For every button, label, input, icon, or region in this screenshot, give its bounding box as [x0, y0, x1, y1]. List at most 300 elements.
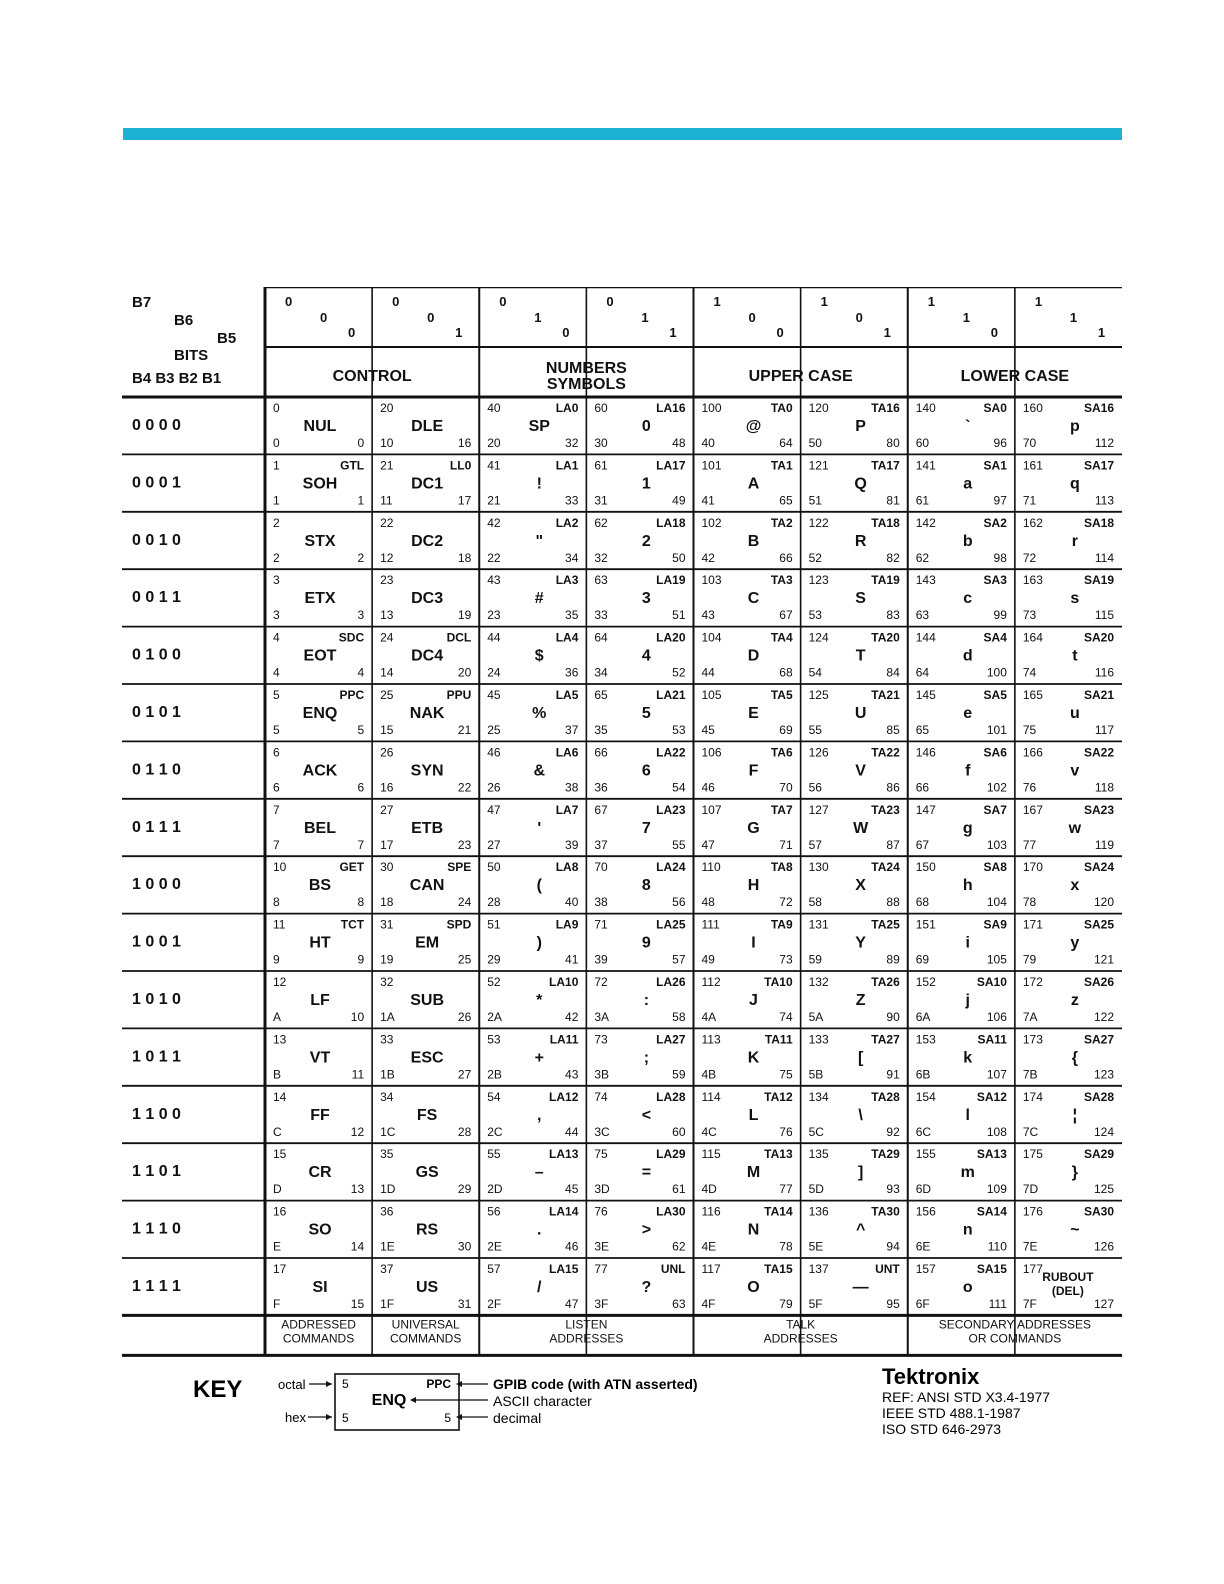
- cell-ascii-char: EOT: [303, 647, 337, 665]
- cell-hex: 20: [487, 436, 501, 450]
- cell-hex: 22: [487, 550, 501, 565]
- cell-decimal: 64: [779, 436, 793, 450]
- cell-octal: 77: [594, 1262, 608, 1276]
- cell-decimal: 31: [457, 1297, 472, 1311]
- cell-octal: 165: [1022, 688, 1043, 702]
- cell-octal: 140: [915, 401, 936, 415]
- accent-bar: [123, 128, 1122, 140]
- cell-ascii-char: w: [1068, 819, 1082, 837]
- cell-octal: 75: [594, 1147, 608, 1162]
- cell-hex: 77: [1022, 837, 1037, 852]
- cell-octal: 163: [1022, 573, 1043, 588]
- cell-gpib-code: UNT: [875, 1262, 900, 1276]
- cell-gpib-code: SA28: [1083, 1089, 1114, 1104]
- cell-ascii-char: CAN: [409, 877, 445, 895]
- cell-ascii-char: I: [751, 934, 756, 952]
- bits-label-b4-b1: B4 B3 B2 B1: [132, 370, 222, 387]
- cell-hex: 7E: [1022, 1239, 1038, 1254]
- cell-hex: 7: [273, 837, 280, 852]
- cell-hex: 0: [273, 436, 280, 450]
- cell-hex: 6A: [915, 1010, 931, 1024]
- cell-decimal: 74: [779, 1010, 793, 1024]
- cell-decimal: 110: [987, 1239, 1007, 1254]
- cell-decimal: 1: [357, 493, 365, 508]
- cell-hex: 45: [701, 723, 715, 737]
- cell-octal: 164: [1022, 630, 1043, 645]
- cell-hex: 4B: [701, 1067, 717, 1082]
- cell-gpib-code: SDC: [338, 630, 365, 645]
- cell-decimal: 95: [886, 1297, 900, 1311]
- cell-gpib-code: SA24: [1083, 860, 1114, 875]
- cell-hex: 21: [487, 493, 501, 508]
- cell-hex: 26: [487, 780, 501, 795]
- cell-decimal: 29: [457, 1182, 472, 1197]
- cell-hex: 6: [273, 780, 280, 795]
- cell-gpib-code: TA29: [871, 1147, 900, 1162]
- cell-octal: 105: [701, 688, 722, 702]
- cell-decimal: 15: [350, 1297, 365, 1311]
- cell-octal: 152: [915, 975, 936, 989]
- cell-ascii-char: A: [747, 475, 760, 493]
- row-bit-pattern: 1 1 0 0: [132, 1105, 181, 1123]
- cell-gpib-code: TA17: [871, 458, 900, 473]
- cell-decimal: 38: [565, 780, 579, 795]
- cell-octal: 156: [915, 1204, 936, 1219]
- key-sample-octal: 5: [342, 1377, 349, 1391]
- cell-gpib-code: SPD: [446, 917, 472, 932]
- cell-ascii-char: L: [748, 1106, 759, 1124]
- cell-hex: 3: [273, 608, 280, 623]
- row-bit-pattern: 0 1 1 1: [132, 818, 181, 836]
- cell-ascii-char: g: [962, 819, 973, 837]
- cell-gpib-code: LA26: [656, 975, 686, 989]
- cell-octal: 12: [273, 975, 287, 989]
- cell-octal: 0: [273, 401, 280, 415]
- cell-ascii-char: ': [537, 819, 542, 837]
- cell-octal: 42: [487, 515, 501, 530]
- cell-decimal: 89: [886, 952, 900, 967]
- cell-gpib-code: LA5: [555, 688, 579, 702]
- cell-hex: 1E: [380, 1239, 395, 1254]
- cell-hex: 38: [594, 895, 608, 910]
- cell-gpib-code: SA22: [1083, 745, 1114, 760]
- cell-ascii-char: d: [962, 647, 973, 665]
- cell-octal: 170: [1022, 860, 1043, 875]
- cell-octal: 14: [273, 1089, 287, 1104]
- cell-gpib-code: SA4: [983, 630, 1007, 645]
- key-legend: [0, 1360, 1224, 1460]
- cell-decimal: 5: [357, 723, 365, 737]
- cell-hex: 15: [380, 723, 394, 737]
- cell-hex: 52: [808, 550, 822, 565]
- cell-decimal: 117: [1094, 723, 1114, 737]
- column-bit-b5: 1: [669, 325, 677, 340]
- cell-ascii-char: J: [749, 992, 758, 1009]
- cell-hex: 2D: [487, 1182, 503, 1197]
- cell-ascii-char: VT: [309, 1049, 331, 1067]
- cell-octal: 176: [1022, 1204, 1043, 1219]
- cell-hex: 25: [487, 723, 501, 737]
- cell-hex: 3F: [594, 1297, 609, 1311]
- key-hex-label: hex: [285, 1410, 306, 1425]
- cell-gpib-code: SA10: [976, 975, 1007, 989]
- cell-ascii-char: 6: [641, 762, 651, 780]
- group-heading: NUMBERS SYMBOLS: [545, 360, 627, 393]
- cell-gpib-code: SA26: [1083, 975, 1114, 989]
- cell-hex: 29: [487, 952, 501, 967]
- cell-ascii-char: R: [854, 532, 867, 550]
- cell-octal: 126: [808, 745, 829, 760]
- cell-ascii-char: ETB: [411, 819, 444, 837]
- cell-hex: 51: [808, 493, 822, 508]
- cell-ascii-char: STX: [304, 532, 336, 550]
- cell-octal: 143: [915, 573, 936, 588]
- cell-octal: 20: [380, 401, 394, 415]
- cell-ascii-char: &: [533, 762, 546, 780]
- cell-ascii-char: s: [1070, 590, 1080, 608]
- cell-octal: 11: [273, 917, 286, 932]
- cell-hex: 6D: [915, 1182, 932, 1197]
- bits-label-b7: B7: [132, 294, 152, 311]
- cell-octal: 133: [808, 1032, 829, 1047]
- cell-ascii-char: [: [857, 1049, 864, 1067]
- cell-hex: 5A: [808, 1010, 824, 1024]
- column-footer-label: UNIVERSAL COMMANDS: [390, 1317, 462, 1346]
- column-bit-b7: 1: [1034, 294, 1043, 309]
- cell-ascii-char: F: [748, 762, 759, 780]
- cell-hex: 6F: [915, 1297, 930, 1311]
- cell-decimal: 37: [565, 723, 579, 737]
- cell-octal: 115: [701, 1147, 721, 1162]
- cell-octal: 117: [701, 1262, 721, 1276]
- cell-octal: 122: [808, 515, 829, 530]
- octal-arrow-head: [326, 1381, 332, 1387]
- cell-octal: 41: [487, 458, 501, 473]
- cell-gpib-code: SA7: [983, 802, 1007, 817]
- cell-gpib-code: SA12: [976, 1089, 1007, 1104]
- cell-octal: 6: [273, 745, 280, 760]
- cell-gpib-code: SA5: [983, 688, 1007, 702]
- cell-octal: 33: [380, 1032, 394, 1047]
- cell-decimal: 93: [886, 1182, 900, 1197]
- cell-octal: 13: [273, 1032, 287, 1047]
- cell-hex: 5E: [808, 1239, 824, 1254]
- cell-hex: 63: [915, 608, 930, 623]
- cell-hex: 14: [380, 665, 394, 680]
- cell-gpib-code: TA6: [770, 745, 793, 760]
- cell-gpib-code: LA27: [656, 1032, 686, 1047]
- cell-decimal: 44: [565, 1124, 579, 1139]
- cell-decimal: 10: [350, 1010, 365, 1024]
- row-bit-pattern: 1 1 1 0: [132, 1220, 181, 1238]
- cell-ascii-char: =: [641, 1164, 652, 1182]
- cell-hex: 7D: [1022, 1182, 1039, 1197]
- cell-octal: 15: [273, 1147, 287, 1162]
- cell-octal: 73: [594, 1032, 608, 1047]
- cell-decimal: 0: [357, 436, 365, 450]
- cell-gpib-code: SA21: [1083, 688, 1114, 702]
- cell-decimal: 126: [1093, 1239, 1114, 1254]
- cell-decimal: 86: [886, 780, 900, 795]
- cell-decimal: 107: [986, 1067, 1007, 1082]
- cell-gpib-code: TA20: [871, 630, 900, 645]
- cell-hex: 70: [1022, 436, 1037, 450]
- cell-ascii-char: 1: [641, 475, 651, 493]
- cell-hex: 69: [915, 952, 930, 967]
- column-bit-b5: 0: [776, 325, 784, 340]
- cell-hex: 66: [915, 780, 930, 795]
- cell-gpib-code: TA4: [770, 630, 793, 645]
- cell-gpib-code: TA23: [871, 802, 900, 817]
- cell-octal: 171: [1022, 917, 1043, 932]
- cell-ascii-char: 3: [641, 590, 651, 608]
- cell-octal: 36: [380, 1204, 394, 1219]
- cell-gpib-code: TA5: [770, 688, 793, 702]
- key-sample-gpib: PPC: [426, 1377, 451, 1391]
- cell-decimal: 112: [1094, 436, 1114, 450]
- cell-hex: 46: [701, 780, 715, 795]
- cell-gpib-code: TA22: [871, 745, 900, 760]
- cell-hex: B: [273, 1067, 282, 1082]
- cell-ascii-char: $: [534, 647, 544, 665]
- cell-octal: 22: [380, 515, 394, 530]
- cell-octal: 103: [701, 573, 722, 588]
- cell-gpib-code: TA30: [871, 1204, 900, 1219]
- cell-decimal: 16: [457, 436, 472, 450]
- cell-hex: 57: [808, 837, 822, 852]
- cell-ascii-char: r: [1071, 532, 1078, 550]
- cell-hex: E: [273, 1239, 282, 1254]
- cell-gpib-code: TA2: [770, 515, 793, 530]
- cell-octal: 23: [380, 573, 394, 588]
- cell-octal: 114: [701, 1089, 721, 1104]
- cell-decimal: 2: [357, 550, 365, 565]
- cell-hex: 1A: [380, 1010, 395, 1024]
- cell-hex: 3E: [594, 1239, 610, 1254]
- cell-decimal: 43: [565, 1067, 579, 1082]
- cell-hex: 18: [380, 895, 394, 910]
- cell-octal: 62: [594, 515, 608, 530]
- cell-octal: 67: [594, 802, 608, 817]
- cell-decimal: 23: [457, 837, 472, 852]
- cell-ascii-char: t: [1072, 647, 1078, 665]
- cell-gpib-code: LA29: [656, 1147, 686, 1162]
- cell-octal: 52: [487, 975, 501, 989]
- cell-hex: 4A: [701, 1010, 717, 1024]
- cell-decimal: 45: [565, 1182, 579, 1197]
- cell-ascii-char: ": [535, 532, 544, 550]
- cell-octal: 135: [808, 1147, 829, 1162]
- cell-decimal: 21: [457, 723, 472, 737]
- cell-octal: 10: [273, 860, 287, 875]
- cell-hex: 42: [701, 550, 715, 565]
- cell-gpib-code: TCT: [340, 917, 365, 932]
- cell-decimal: 100: [986, 665, 1007, 680]
- row-bit-pattern: 0 0 0 0: [132, 417, 181, 434]
- cell-hex: 7F: [1022, 1297, 1037, 1311]
- cell-decimal: 66: [779, 550, 793, 565]
- row-bit-pattern: 1 0 0 0: [132, 876, 181, 894]
- column-bit-b7: 0: [499, 294, 507, 309]
- cell-hex: 4: [273, 665, 280, 680]
- cell-ascii-char: v: [1070, 762, 1080, 780]
- cell-gpib-code: TA0: [770, 401, 793, 415]
- cell-ascii-char: SI: [312, 1279, 328, 1296]
- cell-ascii-char: m: [960, 1164, 975, 1182]
- cell-hex: 4F: [701, 1297, 716, 1311]
- cell-gpib-code: TA10: [764, 975, 793, 989]
- cell-ascii-char: ~: [1070, 1221, 1080, 1239]
- cell-gpib-code: TA11: [764, 1032, 793, 1047]
- cell-ascii-char: GS: [415, 1164, 439, 1182]
- cell-hex: D: [273, 1182, 282, 1197]
- column-bit-b5: 1: [455, 325, 463, 340]
- cell-decimal: 9: [357, 952, 365, 967]
- cell-octal: 45: [487, 688, 501, 702]
- cell-hex: 43: [701, 608, 715, 623]
- cell-hex: 64: [915, 665, 930, 680]
- cell-gpib-code: SA18: [1083, 515, 1114, 530]
- cell-gpib-code: TA24: [871, 860, 900, 875]
- cell-octal: 131: [808, 917, 829, 932]
- cell-octal: 53: [487, 1032, 501, 1047]
- hex-arrow-head: [326, 1414, 332, 1420]
- cell-decimal: 3: [357, 608, 365, 623]
- cell-octal: 127: [808, 802, 829, 817]
- cell-decimal: 70: [779, 780, 793, 795]
- column-bit-b6: 0: [320, 310, 328, 325]
- cell-ascii-char: M: [746, 1164, 761, 1182]
- cell-ascii-char: #: [534, 590, 544, 608]
- cell-octal: 56: [487, 1204, 501, 1219]
- cell-decimal: 13: [350, 1182, 365, 1197]
- cell-gpib-code: GET: [339, 860, 365, 875]
- cell-octal: 144: [915, 630, 936, 645]
- key-desc-decimal: decimal: [493, 1410, 542, 1426]
- cell-ascii-char: j: [965, 992, 970, 1009]
- cell-gpib-code: TA9: [770, 917, 793, 932]
- cell-hex: 54: [808, 665, 822, 680]
- cell-decimal: 80: [886, 436, 900, 450]
- cell-octal: 37: [380, 1262, 394, 1276]
- cell-decimal: 124: [1093, 1124, 1114, 1139]
- column-bit-b5: 1: [1097, 325, 1106, 340]
- cell-ascii-char: S: [855, 590, 866, 608]
- cell-octal: 2: [273, 515, 280, 530]
- cell-octal: 111: [701, 917, 720, 932]
- cell-octal: 40: [487, 401, 501, 415]
- cell-decimal: 67: [779, 608, 793, 623]
- cell-gpib-code: GTL: [340, 458, 365, 473]
- cell-hex: A: [273, 1010, 282, 1024]
- cell-decimal: 71: [779, 837, 793, 852]
- cell-decimal: 34: [565, 550, 579, 565]
- cell-ascii-char: BS: [308, 877, 332, 895]
- cell-gpib-code: TA13: [764, 1147, 793, 1162]
- cell-decimal: 30: [457, 1239, 472, 1254]
- cell-gpib-code: SA19: [1083, 573, 1114, 588]
- cell-ascii-char: \: [858, 1106, 863, 1124]
- cell-decimal: 11: [351, 1067, 365, 1082]
- cell-ascii-char: h: [962, 877, 973, 895]
- cell-gpib-code: SA8: [983, 860, 1007, 875]
- column-footer-label: LISTEN ADDRESSES: [549, 1317, 624, 1346]
- cell-gpib-code: TA26: [871, 975, 900, 989]
- cell-decimal: 97: [993, 493, 1007, 508]
- cell-decimal: 59: [672, 1067, 686, 1082]
- column-bit-b6: 1: [962, 310, 970, 325]
- row-bit-pattern: 1 0 0 1: [132, 933, 181, 951]
- cell-decimal: 42: [565, 1010, 579, 1024]
- cell-ascii-char: DC3: [411, 590, 444, 608]
- cell-octal: 47: [487, 802, 501, 817]
- cell-octal: 112: [701, 975, 721, 989]
- cell-gpib-code: SA6: [983, 745, 1007, 760]
- cell-ascii-char: K: [747, 1049, 760, 1067]
- cell-decimal: 79: [779, 1297, 793, 1311]
- cell-ascii-char: ACK: [302, 762, 338, 780]
- cell-hex: 61: [915, 493, 930, 508]
- cell-octal: 134: [808, 1089, 829, 1104]
- cell-ascii-char: ^: [855, 1221, 866, 1239]
- cell-decimal: 115: [1094, 608, 1114, 623]
- cell-gpib-code: TA19: [871, 573, 900, 588]
- cell-decimal: 78: [779, 1239, 793, 1254]
- cell-gpib-code: TA8: [770, 860, 793, 875]
- cell-octal: 21: [380, 458, 394, 473]
- cell-ascii-char: +: [534, 1049, 544, 1067]
- cell-ascii-char: e: [963, 705, 973, 722]
- cell-decimal: 113: [1094, 493, 1114, 508]
- cell-hex: 53: [808, 608, 822, 623]
- cell-gpib-code: TA27: [871, 1032, 900, 1047]
- cell-gpib-code: PPC: [339, 688, 365, 702]
- cell-decimal: 25: [457, 952, 472, 967]
- cell-gpib-code: TA15: [764, 1262, 793, 1276]
- cell-decimal: 76: [779, 1124, 793, 1139]
- cell-decimal: 51: [672, 608, 686, 623]
- cell-hex: 12: [380, 550, 394, 565]
- cell-octal: 172: [1022, 975, 1043, 989]
- column-footer-label: ADDRESSED COMMANDS: [281, 1317, 356, 1346]
- cell-ascii-char: EM: [415, 934, 440, 952]
- cell-gpib-code: LA23: [656, 802, 686, 817]
- cell-ascii-char: W: [853, 819, 869, 837]
- cell-hex: 4C: [701, 1124, 717, 1139]
- cell-hex: 37: [594, 837, 608, 852]
- cell-octal: 46: [487, 745, 501, 760]
- cell-octal: 142: [915, 515, 936, 530]
- cell-ascii-char: y: [1070, 934, 1080, 952]
- row-bit-pattern: 0 1 1 0: [132, 761, 181, 779]
- cell-octal: 31: [380, 917, 394, 932]
- cell-gpib-code: SA15: [976, 1262, 1007, 1276]
- cell-octal: 71: [594, 917, 608, 932]
- cell-ascii-char: %: [532, 705, 547, 722]
- cell-decimal: 24: [457, 895, 472, 910]
- reference-line-3: ISO STD 646-2973: [882, 1421, 1002, 1437]
- cell-gpib-code: TA25: [871, 917, 900, 932]
- cell-hex: 1C: [380, 1124, 396, 1139]
- column-bit-b5: 0: [990, 325, 998, 340]
- cell-ascii-char: –: [534, 1164, 544, 1182]
- cell-decimal: 46: [565, 1239, 579, 1254]
- cell-decimal: 62: [672, 1239, 686, 1254]
- cell-gpib-code: SPE: [447, 860, 472, 875]
- cell-decimal: 17: [457, 493, 472, 508]
- cell-decimal: 123: [1093, 1067, 1114, 1082]
- cell-ascii-char: RUBOUT (DEL): [1042, 1270, 1094, 1298]
